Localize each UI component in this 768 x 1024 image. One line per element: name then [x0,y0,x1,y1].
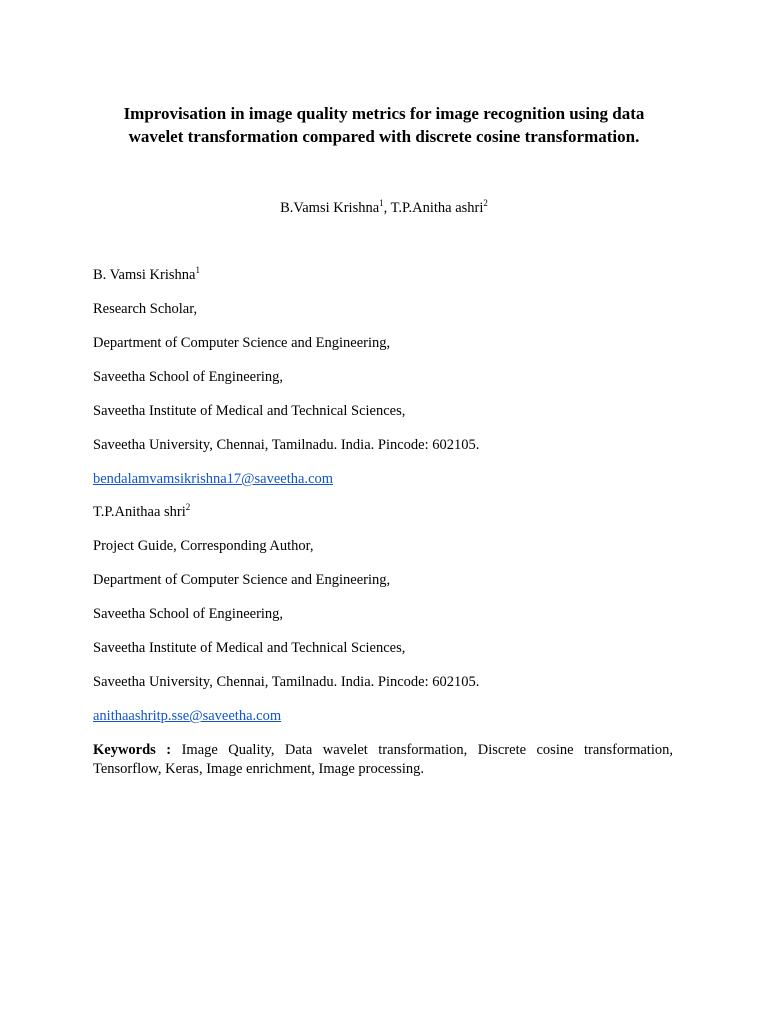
paper-title-line-2: wavelet transformation compared with discrete cosine transformation. [128,127,640,146]
affiliation-2-name [93,503,190,521]
affiliation-1-university: Saveetha University, Chennai, Tamilnadu. India. Pincode: 602105. [93,437,480,453]
byline-author-1: B.Vamsi Krishna [280,200,380,216]
keywords-label: Keywords : [93,742,172,758]
affiliation-2-department: Department of Computer Science and Engineering, [93,572,391,588]
affiliation-2-name-sup: 2 [185,502,191,512]
paper-title-line-1: Improvisation in image quality metrics for image recognition using data [123,104,645,123]
keywords-paragraph [93,741,673,779]
affiliation-1-role: Research Scholar, [93,301,198,317]
paper-title [60,102,708,148]
affiliation-2-school: Saveetha School of Engineering, [93,606,284,622]
affiliation-2-name-text: T.P.Anithaa shri [93,504,186,520]
byline-separator: , [383,200,391,216]
byline-author-1-sup: 1 [379,198,384,208]
affiliation-1-name-text: B. Vamsi Krishna [93,267,196,283]
author-byline [0,199,768,217]
affiliation-2-role: Project Guide, Corresponding Author, [93,538,314,554]
affiliation-2-email-link[interactable]: anithaashritp.sse@saveetha.com [93,708,282,724]
affiliation-2-university: Saveetha University, Chennai, Tamilnadu. India. Pincode: 602105. [93,674,480,690]
affiliation-1-email-row [93,470,333,488]
affiliation-1-department: Department of Computer Science and Engineering, [93,335,391,351]
byline-author-2-sup: 2 [483,198,488,208]
byline-author-2: T.P.Anitha ashri [390,200,484,216]
keywords-text: Image Quality, Data wavelet transformation, Discrete cosine transformation, Tensorflow, Keras, Image enrichment, Image processing. [93,742,673,777]
affiliation-1-name [93,266,200,284]
affiliation-1-email-link[interactable]: bendalamvamsikrishna17@saveetha.com [93,471,334,487]
affiliation-2-institute: Saveetha Institute of Medical and Technical Sciences, [93,640,406,656]
affiliation-1-school: Saveetha School of Engineering, [93,369,284,385]
affiliation-1-name-sup: 1 [195,265,200,275]
affiliation-2-email-row [93,707,281,725]
affiliation-1-institute: Saveetha Institute of Medical and Technical Sciences, [93,403,406,419]
